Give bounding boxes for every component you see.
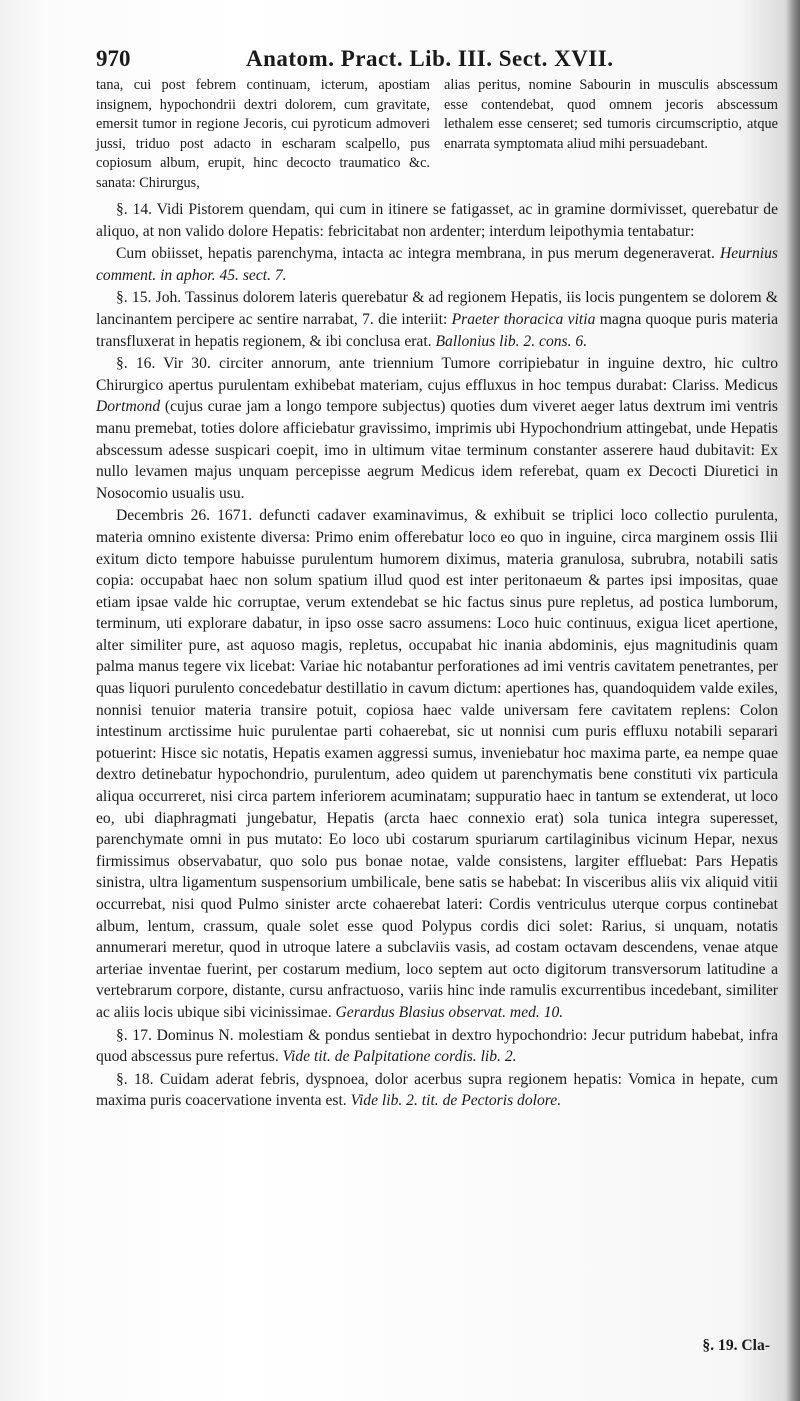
section-15-rest: magna quoque puris materia transfluxerat in hepatis regionem, & ibi conclusa erat. — [96, 310, 778, 350]
section-17 — [96, 1025, 778, 1068]
section-16 — [96, 353, 778, 504]
section-15 — [96, 287, 778, 352]
section-17-reference: Vide tit. de Palpitatione cordis. lib. 2. — [282, 1048, 517, 1066]
page-number: 970 — [96, 46, 131, 71]
section-14-continued — [96, 243, 778, 286]
intro-column-left: tana, cui post febrem continuam, icterum, apostiam insignem, hypochondrii dextri dolorem, cum gravitate, emersit tumor in regione Jecoris, cui pyroticum admoveri jussi, triduo post adacto in escharam scalpello, pus copiosum album, erupit, hinc decocto traumatico &c. sanata: Chirurgus, — [96, 77, 430, 191]
section-16-physician-name: Dortmond — [96, 398, 161, 416]
section-14-reference: Heurnius comment. in aphor. 45. sect. 7. — [96, 245, 778, 284]
section-15-italic: Praeter thoracica vitia — [451, 310, 596, 328]
intro-column-right: alias peritus, nomine Sabourin in musculis abscessum esse contendebat, quod omnem jecoris abscessum lethalem esse censeret; sed tumoris circumscriptio, atque enarrata symptomata aliud mihi persuadebant. — [444, 77, 778, 152]
section-16-reference: Gerardus Blasius observat. med. 10. — [335, 1003, 564, 1021]
section-18-reference: Vide lib. 2. tit. de Pectoris dolore. — [350, 1092, 562, 1110]
section-14-text: §. 14. Vidi Pistorem quendam, qui cum in itinere se fatigasset, ac in gramine dormivisset, querebatur de aliquo, at non valido dolore Hepatis: febricitabat non ardenter; interdum leipothymia tentabatur: — [96, 201, 778, 240]
section-18 — [96, 1069, 778, 1112]
section-14-conclusion: Cum obiisset, hepatis parenchyma, intacta ac integra membrana, in pus merum degeneraverat. — [116, 245, 715, 263]
section-18-text: §. 18. Cuidam aderat febris, dyspnoea, dolor acerbus supra regionem hepatis: Vomica in hepate, cum maxima puris coacervatione inventa est. — [96, 1070, 778, 1110]
section-16-autopsy-text: Decembris 26. 1671. defuncti cadaver examinavimus, & exhibuit se triplici loco collectio purulenta, materia omnino existente diversa: Primo enim offerebatur loco eo quo in inguine, circa marginem ossis Ilii exitum dicto tempore habuisse purulentum humorem diximus, materia granulosa, subrubra, notabili satis copia: occupabat haec non solum spatium illud quod est inter peritonaeum & partes ipsi impositas, quae etiam ipsae valde hic corruptae, verum extendebat se hic factus sinus pure repletus, ad postica lumborum, terminum, uti explorare dabatur, in ipso osse sacro assumens: Loco huic continuus, exigua licet apertione, alter similiter pure, ast aquoso magis, repletus, occupabat hic inania abdominis, ejus magnitudinis quam palma manus tegere vix licebat: Variae hic notabantur perforationes ad imi ventris cavitatem penetrantes, per quas liquori purulento concedebatur destillatio in cavum dictum: apertiones has, quandoquidem valde exiles, nonnisi tenuior materia transire potuit, copiosa haec valde universam fere cavitatem replens: Colon intestinum arctissime huic purulentae parti cohaerebat, sic ut nonnisi cum puris effluxu notabili separari potuerint: Hisce sic notatis, Hepatis examen aggressi sumus, inveniebatur hoc maxima parte, ea nempe quae dextro detinebatur hypochondrio, purulentum, adeo quidem ut parenchymatis bene constituti vix particula aliqua occurreret, nisi circa partem inferiorem acuminatam; suppuratio haec in tantum se extenderat, ut loco eo, ubi diaphragmati jungebatur, Hepatis (arcta haec connexio erat) sola tunica integra superesset, parenchymate omni in pus mutato: Eo loco ubi costarum spuriarum cartilaginibus vicinum Hepar, nexus firmissimus observabatur, quo solo pus bonae notae, valde consistens, largiter effluebat: Pars Hepatis sinistra, ultra ligamentum suspensorium umbilicale, bene satis se habebat: In visceribus aliis vix aliquid vitii occurrebat, nisi quod Pulmo sinister arcte cohaerebat lateri: Cordis ventriculus uterque corpus continebat album, lentum, crassum, quale solet esse quod Polypus cordis dici solet: Rarius, si unquam, notatis annumerari meretur, quod in utroque latere a subclaviis vasis, ad costam octavam descendens, venae atque arteriae inventae fuerint, per costarum medium, loco septem aut octo digitorum transversorum latitudine a vertebrarum corpore, distante, cursu anfractuoso, variis hinc inde ramulis excurrentibus incedebant, similiter ac aliis locis ubique sibi vicinissimae. — [96, 507, 778, 1021]
section-16-text-b: (cujus curae jam a longo tempore subjectus) quoties dum viveret aeger latus dextrum imi ventris manu premebat, toties dolore afficiebatur gravissimo, imprimis ubi Hypochondrium attingebat, unde Hepatis abscessum adesse suspicari coepit, imo in ultimum vitae terminum constanter asserere haud dubitavit: Ex nullo levamen majus unquam percepisse aegrum Medicus idem referebat, quam ex Decocti Diuretici in Nosocomio usualis usu. — [96, 398, 778, 502]
catchword: §. 19. Cla- — [702, 1337, 770, 1354]
section-15-text: §. 15. Joh. Tassinus dolorem lateris querebatur & ad regionem Hepatis, iis locis pungentem se dolorem & lancinantem percipere ac sentire narrabat, 7. die interiit: — [96, 289, 778, 328]
page-header — [96, 46, 778, 72]
section-16-text-a: §. 16. Vir 30. circiter annorum, ante triennium Tumore corripiebatur in inguine dextro, hic cultro Chirurgico apertus purulentam exhibebat materiam, cujus effluxus in hoc tempus durabat: Clariss. Medicus — [96, 355, 778, 394]
section-14 — [96, 199, 778, 242]
section-17-text: §. 17. Dominus N. molestiam & pondus sentiebat in dextro hypochondrio: Jecur putridum habebat, infra quod abscessus pure refertus. — [96, 1026, 778, 1066]
intro-two-columns — [96, 76, 778, 193]
section-15-reference: Ballonius lib. 2. cons. 6. — [435, 332, 588, 350]
page-edge-shadow — [786, 0, 800, 1401]
running-head: Anatom. Pract. Lib. III. Sect. XVII. — [246, 46, 614, 71]
section-16-autopsy — [96, 505, 778, 1023]
